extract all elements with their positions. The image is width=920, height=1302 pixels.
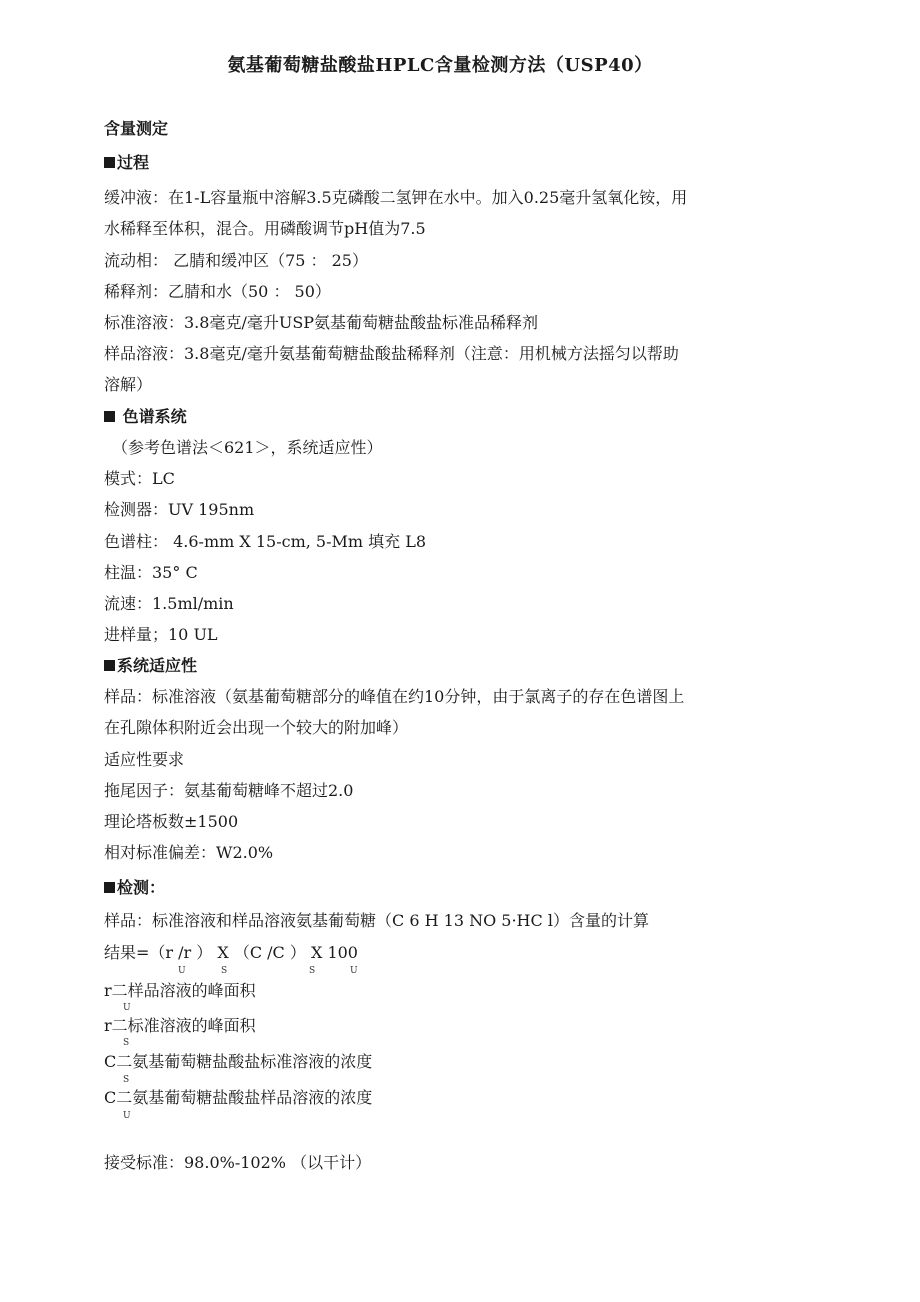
assay-heading: 含量测定 (104, 119, 169, 138)
square-bullet-icon (104, 157, 115, 168)
definition-cu: C二氨基葡萄糖盐酸盐样品溶液的浓度 (104, 1088, 373, 1107)
relative-standard-deviation: 相对标准偏差：W2.0% (104, 843, 274, 862)
column-temperature: 柱温：35° C (104, 563, 198, 582)
mode: 模式：LC (104, 469, 175, 488)
document-title: 氨基葡萄糖盐酸盐HPLC含量检测方法（USP40） (227, 55, 653, 76)
standard-solution: 标准溶液：3.8毫克/毫升USP氨基葡萄糖盐酸盐标准品稀释剂 (104, 313, 539, 332)
suitability-sample-line-1: 样品：标准溶液（氨基葡萄糖部分的峰值在约10分钟，由于氯离子的存在色谱图上 (104, 687, 685, 706)
chromatography-header-text: 色谱系统 (122, 407, 187, 426)
suitability-sample-line-2: 在孔隙体积附近会出现一个较大的附加峰） (104, 718, 409, 737)
definition-rs-subscript: S (123, 1038, 130, 1048)
procedure-header-text: 过程 (117, 153, 150, 172)
theoretical-plates: 理论塔板数±1500 (104, 812, 239, 831)
definition-rs: r二标准溶液的峰面积 (104, 1016, 256, 1035)
square-bullet-icon (104, 882, 115, 893)
diluent: 稀释剂：乙腈和水（50 ： 50） (104, 282, 331, 301)
square-bullet-icon (104, 411, 115, 422)
suitability-header-text: 系统适应性 (117, 656, 198, 675)
column: 色谱柱： 4.6-mm X 15-cm, 5-Mm 填充 L8 (104, 532, 427, 551)
suitability-requirements: 适应性要求 (104, 750, 185, 769)
buffer-line-2: 水稀释至体积，混合。用磷酸调节pH值为7.5 (104, 219, 426, 238)
injection-volume: 进样量；10 UL (104, 625, 218, 644)
flow-rate: 流速：1.5ml/min (104, 594, 234, 613)
formula-subscript-ru: U (178, 966, 186, 976)
assay-header-text: 检测： (117, 878, 166, 897)
buffer-line-1: 缓冲液：在1-L容量瓶中溶解3.5克磷酸二氢钾在水中。加入0.25毫升氢氧化铵，用 (104, 188, 688, 207)
sample-solution-line-2: 溶解） (104, 375, 153, 394)
sample-solution-line-1: 样品溶液：3.8毫克/毫升氨基葡萄糖盐酸盐稀释剂（注意：用机械方法摇匀以帮助 (104, 344, 679, 363)
detector: 检测器：UV 195nm (104, 500, 255, 519)
definition-cs-subscript: S (123, 1075, 130, 1085)
definition-cs: C二氨基葡萄糖盐酸盐标准溶液的浓度 (104, 1052, 373, 1071)
assay-header (104, 877, 165, 899)
result-formula: 结果=（r /r ） X （C /C ） X 100 (104, 943, 358, 962)
procedure-header (104, 152, 149, 174)
definition-cu-subscript: U (123, 1111, 131, 1121)
definition-ru-subscript: U (123, 1003, 131, 1013)
mobile-phase: 流动相： 乙腈和缓冲区（75 ： 25） (104, 251, 368, 270)
chromatography-header (104, 406, 187, 428)
chromatography-reference: （参考色谱法＜621＞，系统适应性） (112, 438, 383, 457)
definition-ru: r二样品溶液的峰面积 (104, 981, 256, 1000)
square-bullet-icon (104, 660, 115, 671)
formula-subscript-cs: S (309, 966, 316, 976)
formula-subscript-rs: S (221, 966, 228, 976)
formula-subscript-cu: U (350, 966, 358, 976)
assay-sample-line: 样品：标准溶液和样品溶液氨基葡萄糖（C 6 H 13 NO 5·HC l）含量的计算 (104, 911, 649, 930)
tailing-factor: 拖尾因子：氨基葡萄糖峰不超过2.0 (104, 781, 354, 800)
acceptance-criteria: 接受标准：98.0%-102% （以干计） (104, 1153, 372, 1172)
suitability-header (104, 655, 197, 677)
